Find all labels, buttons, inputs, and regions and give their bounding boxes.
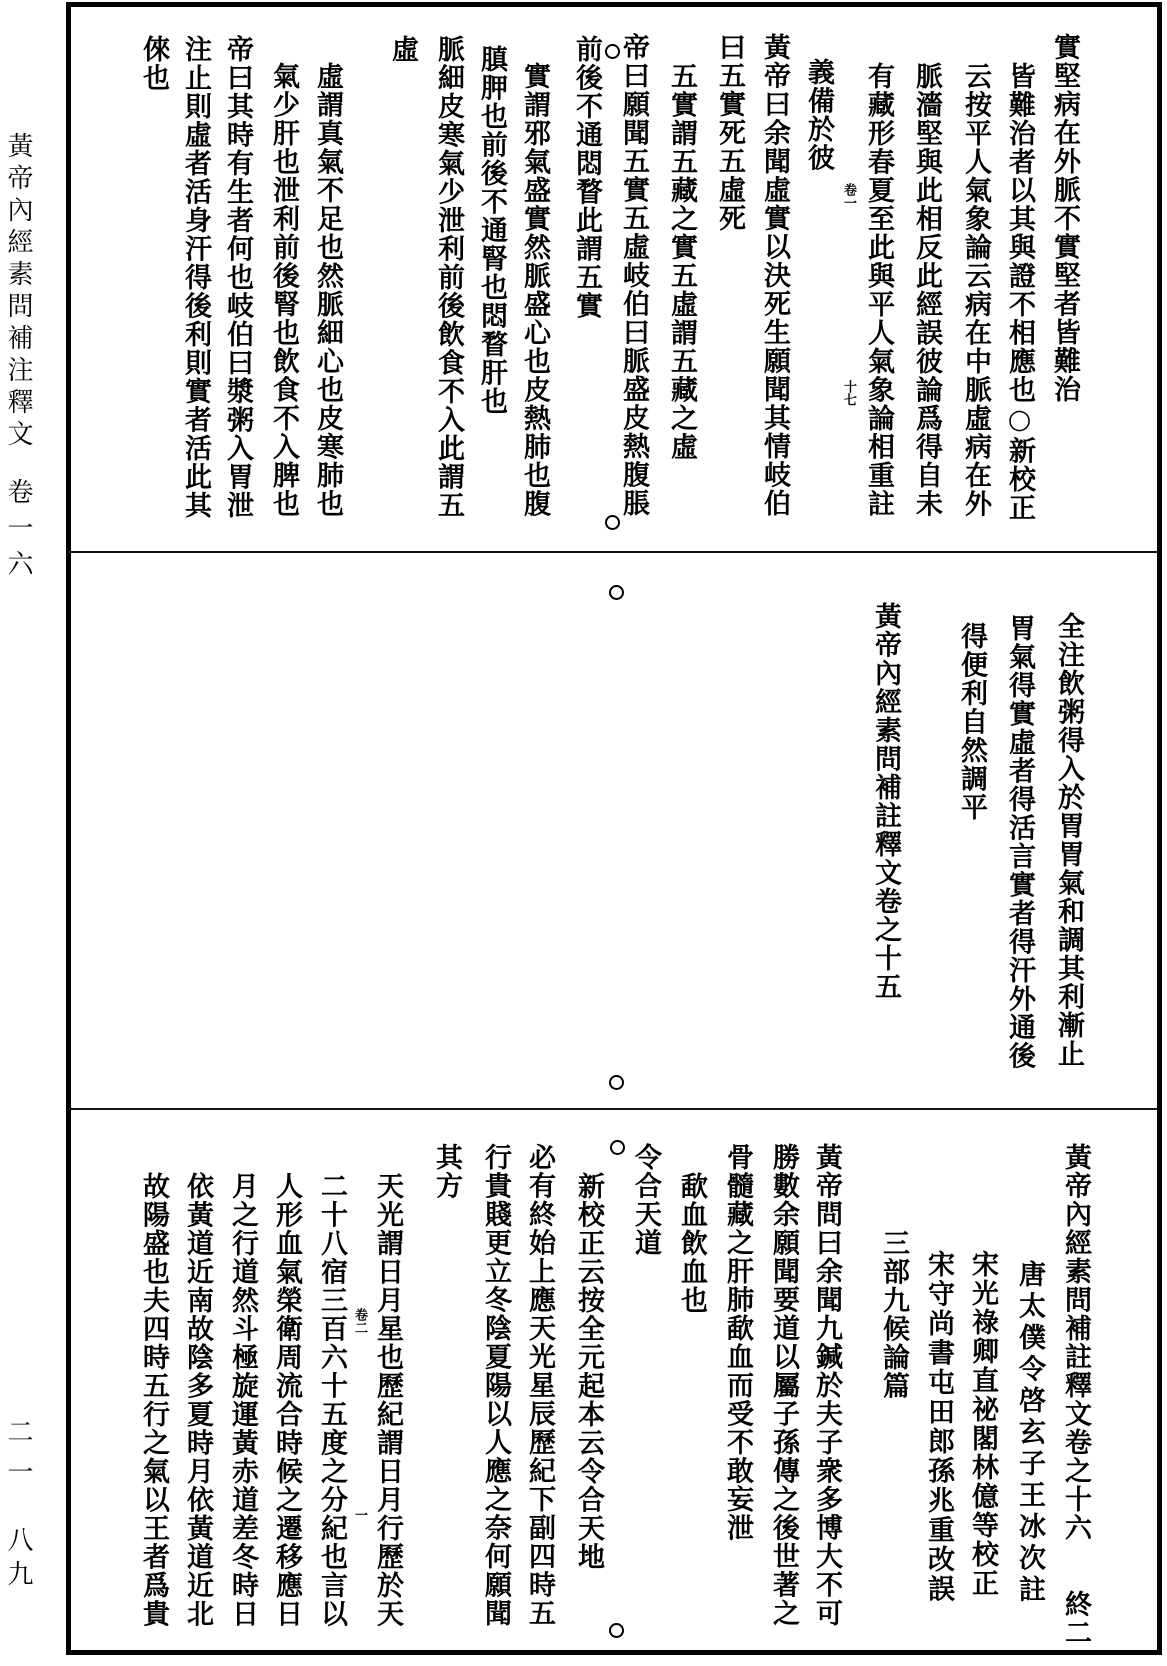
text-column: 宋守尚書屯田郎孫兆重改誤 — [923, 1250, 954, 1604]
text-column: 人形血氣榮衛周流合時候之遷移應日 — [271, 1172, 302, 1628]
text-column: 令合天道 — [630, 1143, 661, 1257]
text-column: 實謂邪氣盛實然脈盛心也皮熱肺也腹 — [519, 62, 550, 518]
margin-page-lower: 八九 — [3, 1526, 33, 1594]
text-column: 新校正云按全元起本云令合天地 — [573, 1172, 604, 1571]
text-column: 黃帝曰余聞虛實以決死生願聞其情岐伯 — [759, 33, 790, 518]
text-column: 有藏形春夏至此與平人氣象論相重註 — [863, 62, 894, 518]
volume-title-column: 黃帝內經素問補註釋文卷之十五 — [870, 602, 901, 1001]
text-column: 五實謂五藏之實五虛謂五藏之虛 — [666, 62, 697, 461]
text-column: 帝曰其時有生者何也岐伯曰漿粥入胃泄 — [222, 35, 253, 520]
text-column: 故陽盛也夫四時五行之氣以王者爲貴 — [138, 1172, 169, 1628]
text-column: 注止則虛者活身汗得後利則實者活此其 — [180, 35, 211, 520]
text-column: 氣少肝也泄利前後腎也飲食不入脾也 — [268, 62, 299, 518]
text-column: 帝曰願聞五實五虛岐伯曰脈盛皮熱腹脹 — [618, 33, 649, 518]
text-column: 月之行道然斗極旋運黃赤道差冬時日 — [227, 1172, 258, 1628]
circle-mark — [610, 1140, 625, 1155]
volume-end-mark: 終二 — [1060, 1590, 1091, 1647]
text-column: 唐太僕令啓玄子王冰次註 — [1014, 1260, 1045, 1607]
volume-title-column: 黃帝內經素問補註釋文卷之十六 — [1060, 1143, 1091, 1542]
text-column: 脈細皮寒氣少泄利前後飲食不入此謂五 — [433, 35, 464, 520]
panel-divider — [68, 1108, 1158, 1110]
text-column: 倈也 — [138, 35, 169, 92]
margin-book-title: 黃帝內經素問補注釋文 — [3, 132, 33, 452]
fold-marker-volume: 卷一 — [841, 183, 856, 209]
text-column: 得便利自然調平 — [956, 622, 987, 822]
text-column: 曰五實死五虛死 — [714, 33, 745, 233]
text-column: 行貴賤更立冬陰夏陽以人應之奈何願聞 — [480, 1143, 511, 1628]
text-column: 胃氣得實虛者得活言實者得汗外通後 — [1004, 614, 1035, 1070]
circle-mark — [605, 44, 620, 59]
text-column: 實堅病在外脈不實堅者皆難治 — [1049, 33, 1080, 404]
text-column: 前後不通悶瞀此謂五實 — [571, 35, 602, 320]
text-column: 二十八宿三百六十五度之分紀也言以 — [316, 1172, 347, 1628]
text-column: 黃帝問曰余聞九鍼於夫子衆多博大不可 — [811, 1143, 842, 1628]
text-column: 云按平人氣象論云病在中脈虛病在外 — [960, 62, 991, 518]
circle-mark — [609, 1623, 624, 1638]
text-column: 其方 — [431, 1143, 462, 1200]
text-column: 三部九候論篇 — [878, 1229, 909, 1400]
text-column: 虛謂真氣不足也然脈細心也皮寒肺也 — [312, 62, 343, 518]
text-column: 義備於彼 — [803, 58, 834, 172]
text-column: 歃血飲血也 — [676, 1172, 707, 1315]
fold-marker-page: 十七 — [841, 380, 856, 406]
margin-volume: 卷一六 — [3, 478, 33, 586]
circle-mark — [609, 585, 624, 600]
text-column: 虛 — [387, 35, 418, 64]
text-column: 䐜胛也前後不通腎也悶瞀肝也 — [476, 45, 507, 416]
text-column: 骨髓藏之肝肺歃血而受不敢妄泄 — [722, 1143, 753, 1542]
text-column: 勝數余願聞要道以屬子孫傳之後世著之 — [768, 1143, 799, 1628]
text-column: 必有終始上應天光星辰歷紀下副四時五 — [524, 1143, 555, 1628]
margin-page-upper: 二一 — [3, 1418, 33, 1498]
fold-marker-volume: 卷二 — [352, 1308, 367, 1334]
text-column: 全注飲粥得入於胃胃氣和調其利漸止 — [1053, 612, 1084, 1068]
text-column: 依黃道近南故陰多夏時月依黃道近北 — [182, 1172, 213, 1628]
circle-mark — [609, 1075, 624, 1090]
text-column: 脈濇堅與此相反此經誤彼論爲得自未 — [911, 62, 942, 518]
text-column: 宋光祿卿直祕閣林億等校正 — [967, 1250, 998, 1598]
fold-marker-page: 一 — [352, 1508, 367, 1521]
panel-divider — [68, 551, 1158, 553]
circle-mark — [605, 515, 620, 530]
text-column: 皆難治者以其與證不相應也○新校正 — [1004, 62, 1035, 522]
text-column: 天光謂日月星也歷紀謂日月行歷於天 — [372, 1172, 403, 1628]
